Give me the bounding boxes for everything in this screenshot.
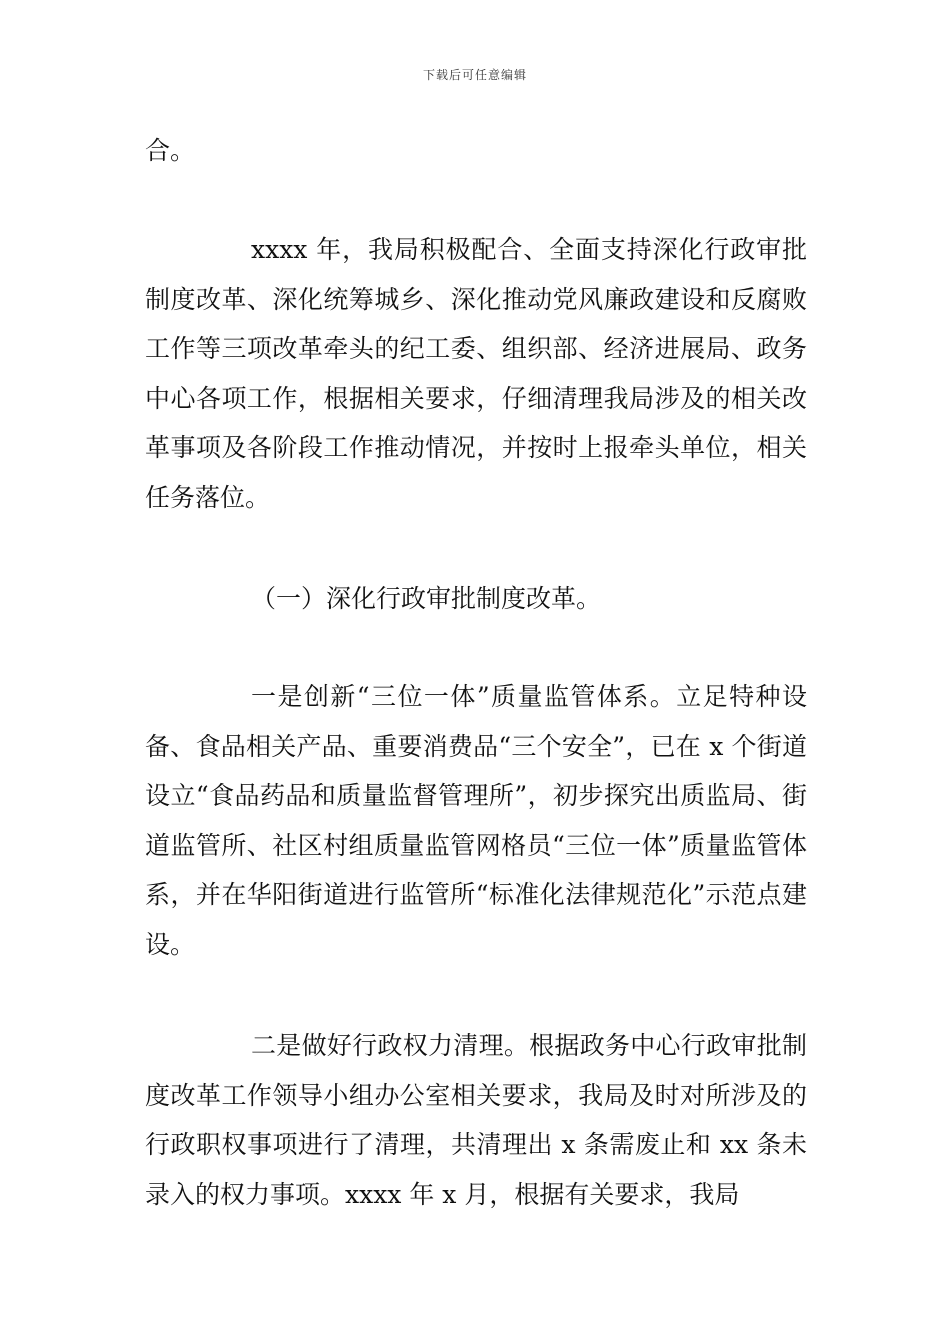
paragraph-item-two: 二是做好行政权力清理。根据政务中心行政审批制度改革工作领导小组办公室相关要求，我局及时对所涉及的行政职权事项进行了清理，共清理出 x 条需废止和 xx 条未录入的权力事项。xxxx 年 x 月，根据有关要求，我局 (145, 1031, 807, 1209)
paragraph-item-one: 一是创新“三位一体”质量监管体系。立足特种设备、食品相关产品、重要消费品“三个安全”，已在 x 个街道设立“食品药品和质量监督管理所”，初步探究出质监局、街道监管所、社区村组质量监管网格员“三位一体”质量监管体系，并在华阳街道进行监管所“标准化法律规范化”示范点建设。 (145, 682, 807, 959)
section-heading: （一）深化行政审批制度改革。 (251, 584, 602, 613)
paragraph-reform-summary: xxxx 年，我局积极配合、全面支持深化行政审批制度改革、深化统筹城乡、深化推动党风廉政建设和反腐败工作等三项改革牵头的纪工委、组织部、经济进展局、政务中心各项工作，根据相关要求，仔细清理我局涉及的相关改革事项及各阶段工作推动情况，并按时上报牵头单位，相关任务落位。 (145, 235, 807, 512)
page-header: 下载后可任意编辑 (422, 68, 527, 82)
paragraph-continuation: 合。 (145, 136, 196, 165)
